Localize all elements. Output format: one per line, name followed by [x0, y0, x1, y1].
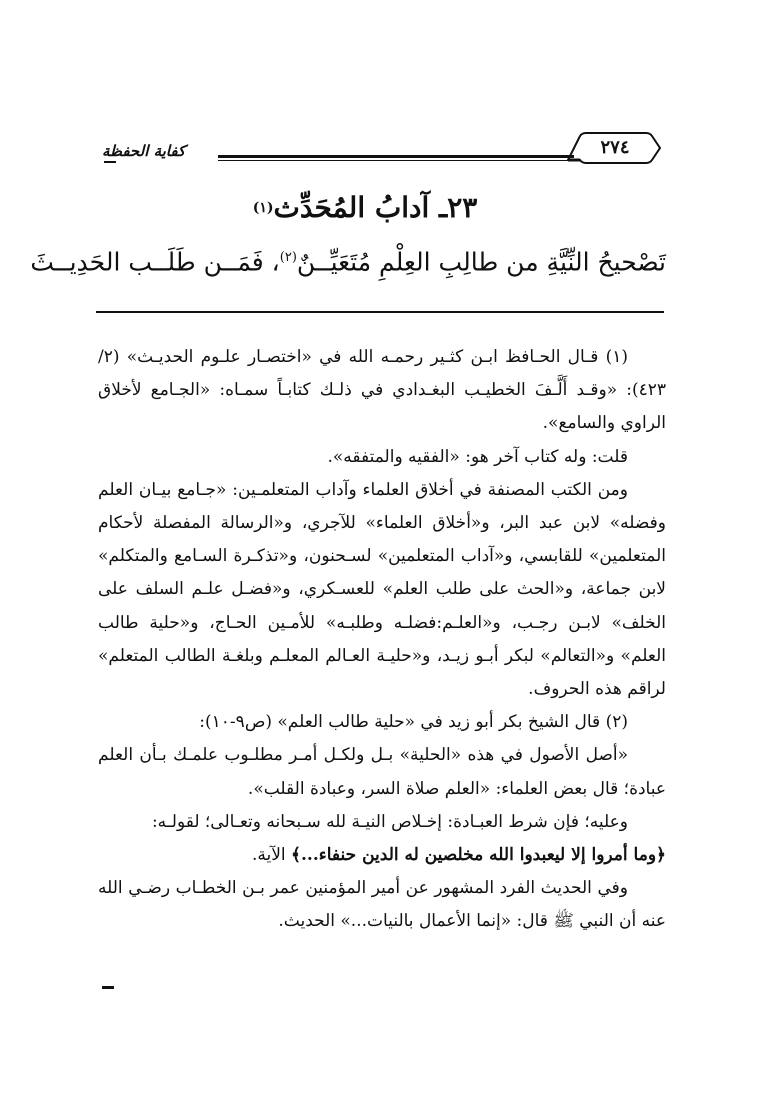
quran-verse-line — [98, 839, 666, 872]
footnote-paragraph: «أصل الأصول في هذه «الحلية» بـل ولكـل أمـر مطلـوب علمـك بـأن العلم عبادة؛ قال بعض العلماء: «العلم صلاة السر، وعبادة القلب». — [98, 745, 666, 799]
footnote-paragraph: (٢) قال الشيخ بكر أبو زيد في «حلية طالب العلم» (ص٩-١٠): — [199, 712, 628, 733]
subtitle-text-start: تَصْحيحُ النِّيَّةِ من طالِبِ العِلْمِ مُتَعَيِّــنٌ — [296, 247, 666, 277]
footnotes — [98, 341, 666, 939]
quran-verse: ﴿وما أمروا إلا ليعبدوا الله مخلصين له الدين حنفاء...﴾ — [291, 845, 666, 866]
footnote-paragraph: وعليه؛ فإن شرط العبـادة: إخـلاص النيـة لله سـبحانه وتعـالى؛ لقولـه: — [151, 811, 628, 832]
subtitle-text-end: ، فَمَــن طَلَــب الحَدِيــثَ — [30, 247, 280, 277]
header-rule-thin — [218, 160, 574, 161]
page-number-badge — [566, 130, 662, 166]
subtitle-footnote-marker: (٢) — [279, 250, 297, 265]
verse-suffix: الآية. — [251, 845, 292, 866]
footnote-paragraph: قلت: وله كتاب آخر هو: «الفقيه والمتفقه». — [327, 446, 628, 467]
footnote-paragraph: (١) قـال الحـافظ ابـن كثـير رحمـه الله في «اختصـار علـوم الحديـث» (٢/ ٤٢٣): «وقـد أَلَّـفَ الخطيـب البغـدادي في ذلـك كتابـاً سمـاه: «الجـامع لأخلاق الراوي والسامع». — [98, 347, 666, 434]
page-end-dash — [102, 986, 114, 989]
running-header — [100, 124, 662, 168]
book-title: كفاية الحفظة — [102, 142, 186, 160]
footnote-paragraph: وفي الحديث الفرد المشهور عن أمير المؤمنين عمر بـن الخطـاب رضـي الله عنه أن النبي ﷺ قال: «إنما الأعمال بالنيات...» الحديث. — [98, 878, 666, 932]
header-rule-thick — [218, 155, 574, 158]
footnote-separator — [96, 311, 664, 313]
footnote-paragraph: ومن الكتب المصنفة في أخلاق العلماء وآداب المتعلمـين: «جـامع بيـان العلم وفضله» لابن عبد البر، و«أخلاق العلماء» للآجري، و«الرسالة المفصلة لأحكام المتعلمين» للقابسي، و«آداب المتعلمين» لسـحنون، و«تذكـرة السـامع والمتكلم» لابن جماعة، و«الحث على طلب العلم» للعسـكري، و«فضـل علـم السلف على الخلف» لابـن رجـب، و«العلـم:فضلـه وطلبـه» للأمـين الحـاج، و«حلية طالب العلم» و«التعالم» لبكر أبـو زيـد، و«حليـة العـالم المعلـم وبلغـة الطالب المتعلم» لراقم هذه الحروف. — [98, 479, 666, 700]
chapter-title — [60, 186, 670, 230]
page-number: ٢٧٤ — [600, 137, 630, 158]
chapter-subtitle — [30, 236, 666, 284]
chapter-footnote-marker: (١) — [252, 200, 274, 216]
title-dash — [104, 161, 116, 163]
chapter-title-text: ٢٣ـ آدابُ المُحَدِّث — [273, 191, 478, 224]
